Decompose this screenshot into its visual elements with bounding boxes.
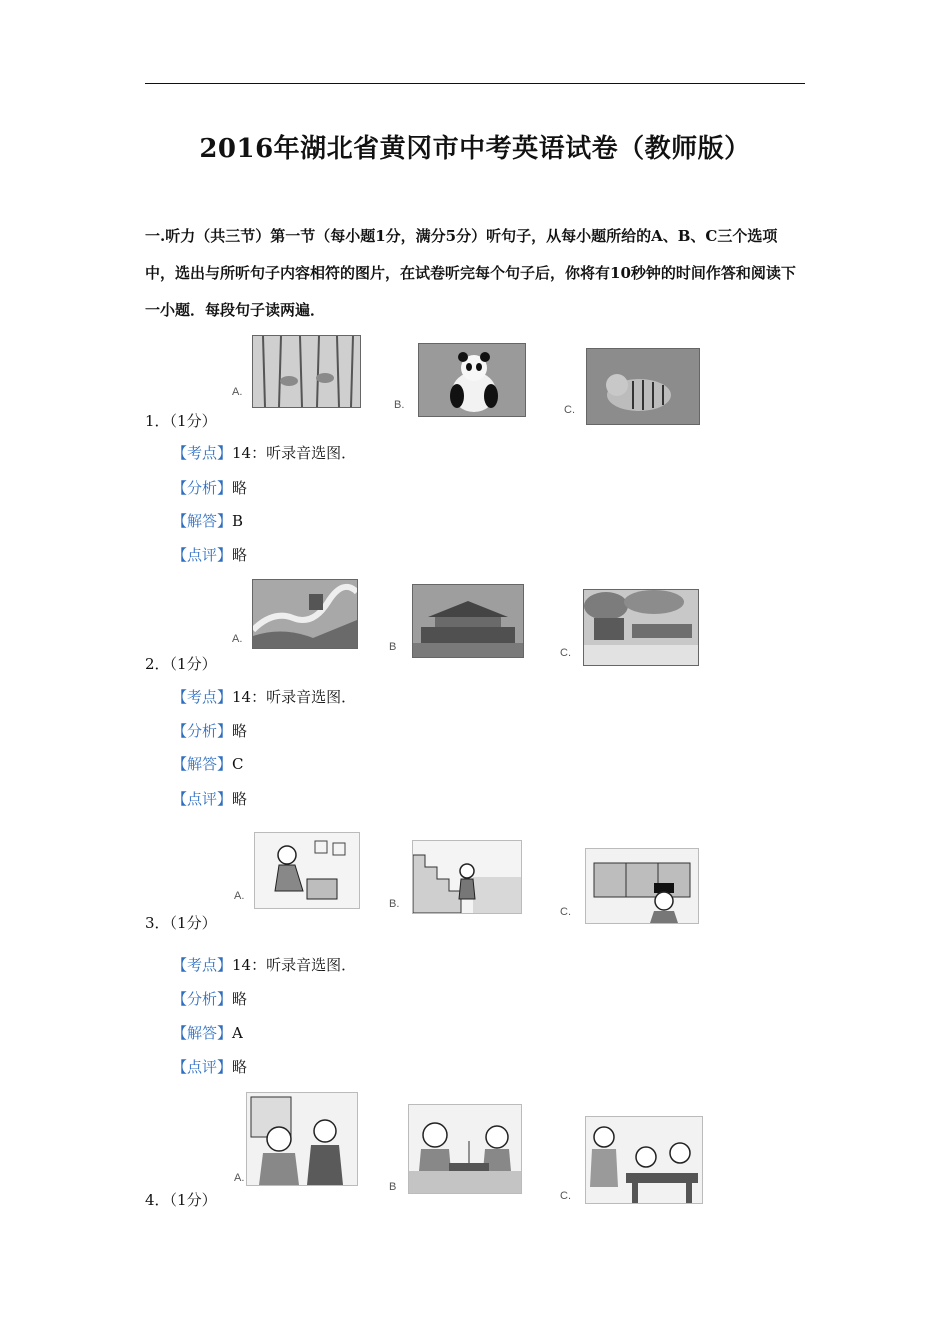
kaodian-text: 14：听录音选图． (232, 444, 357, 462)
option-label: A. (232, 633, 243, 645)
question-number: 3．（1分） (145, 914, 217, 932)
kaodian-tag: 【考点】 (172, 688, 233, 706)
question-number: 1．（1分） (145, 412, 217, 430)
kaodian-tag: 【考点】 (172, 956, 233, 974)
option-label: B. (389, 898, 400, 910)
dianping-line (172, 544, 247, 565)
fenxi-text: 略 (232, 479, 248, 497)
dianping-text: 略 (232, 1058, 248, 1076)
deer-forest-photo-icon (252, 335, 361, 408)
dianping-line (172, 788, 247, 809)
jieda-text: C (232, 755, 244, 773)
fenxi-text: 略 (232, 990, 248, 1008)
question-number: 2．（1分） (145, 655, 217, 673)
great-wall-photo-icon (252, 579, 358, 649)
kaodian-line (172, 954, 356, 975)
tiger-photo-icon (586, 348, 700, 425)
kaodian-tag: 【考点】 (172, 444, 233, 462)
girl-stairs-cartoon-icon (412, 840, 522, 914)
jieda-text: B (232, 512, 244, 530)
jieda-tag: 【解答】 (172, 512, 233, 530)
panda-photo-icon (418, 343, 526, 417)
fenxi-tag: 【分析】 (172, 990, 233, 1008)
option-label: C. (560, 906, 571, 918)
option-label: A. (234, 890, 245, 902)
dianping-tag: 【点评】 (172, 1058, 233, 1076)
fenxi-tag: 【分析】 (172, 722, 233, 740)
header-rule (145, 83, 805, 84)
boy-classroom-cartoon-icon (585, 848, 699, 924)
dianping-text: 略 (232, 790, 248, 808)
option-label: C. (560, 647, 571, 659)
page-title: 2016年湖北省黄冈市中考英语试卷（教师版） (199, 134, 751, 164)
question-number: 4．（1分） (145, 1191, 217, 1209)
option-label: C. (564, 404, 575, 416)
fenxi-line (172, 477, 247, 498)
option-label: A. (232, 386, 243, 398)
kaodian-text: 14：听录音选图． (232, 956, 357, 974)
dianping-text: 略 (232, 546, 248, 564)
fenxi-text: 略 (232, 722, 248, 740)
jieda-line (172, 753, 244, 774)
jieda-line (172, 510, 243, 531)
kaodian-text: 14：听录音选图． (232, 688, 357, 706)
kaodian-line (172, 686, 356, 707)
section-intro: 一.听力（共三节）第一节（每小题1分，满分5分）听句子，从每小题所给的A、B、C三个选项中，选出与所听句子内容相符的图片，在试卷听完每个句子后，你将有10秒钟的时间作答和阅读下一小题．每段句子读两遍． (145, 227, 796, 319)
park-street-photo-icon (583, 589, 699, 666)
dianping-line (172, 1056, 247, 1077)
option-label: B (389, 641, 397, 653)
fenxi-line (172, 720, 247, 741)
jieda-line (172, 1022, 243, 1043)
people-eating-cartoon-icon (408, 1104, 522, 1194)
two-people-cartoon-icon (246, 1092, 358, 1186)
option-label: B (389, 1181, 397, 1193)
option-label: A. (234, 1172, 245, 1184)
fenxi-tag: 【分析】 (172, 479, 233, 497)
man-sitting-cartoon-icon (254, 832, 360, 909)
option-label: B. (394, 399, 405, 411)
kaodian-line (172, 442, 356, 463)
jieda-text: A (232, 1024, 243, 1042)
dianping-tag: 【点评】 (172, 546, 233, 564)
jieda-tag: 【解答】 (172, 1024, 233, 1042)
dianping-tag: 【点评】 (172, 790, 233, 808)
jieda-tag: 【解答】 (172, 755, 233, 773)
option-label: C. (560, 1190, 571, 1202)
tiananmen-photo-icon (412, 584, 524, 658)
fenxi-line (172, 988, 247, 1009)
family-table-cartoon-icon (585, 1116, 703, 1204)
